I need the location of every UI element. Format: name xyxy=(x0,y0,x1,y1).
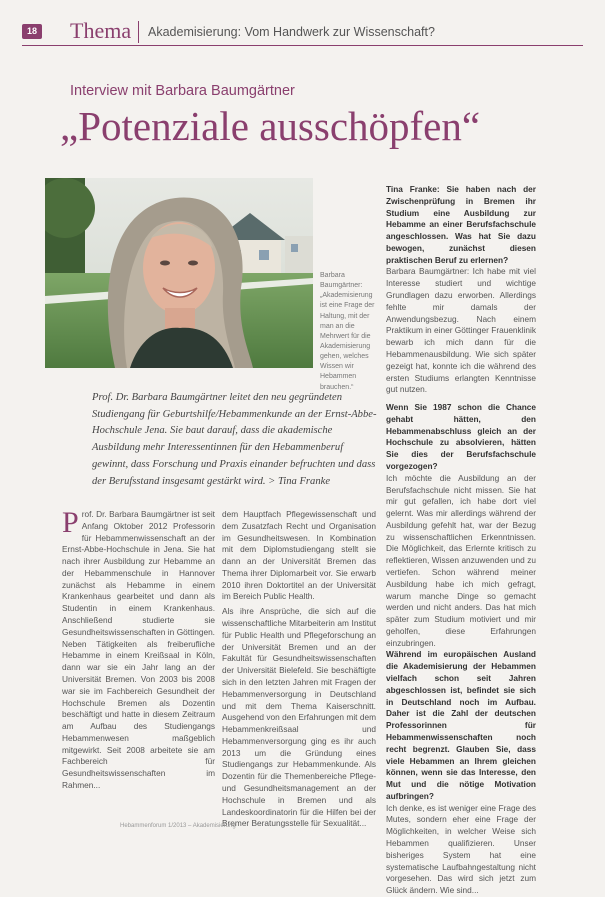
column-2 xyxy=(222,509,376,830)
column-1 xyxy=(62,506,215,792)
article-lead: Prof. Dr. Barbara Baumgärtner leitet den neu gegründeten Studiengang für Geburtshilfe/Hebammenkunde an der Ernst-Abbe-Hochschule Jena. Sie baut darauf, dass die akademische Ausbildung mehr Interessentinnen für den Hebammenberuf gewinnt, dass Forschung und Praxis einander befruchten und dass der Berufsstand insgesamt gestärkt wird. > Tina Franke xyxy=(92,392,377,487)
question-1: Tina Franke: Sie haben nach der Zwischenprüfung in Bremen ihr Studium eine Ausbildung zur Hebamme an einer Berufsfachschule angeschlossen. Was hat Sie dazu bewogen, zunächst diesen praktischen Beruf zu erlernen? xyxy=(386,184,536,265)
header-rule xyxy=(22,45,583,46)
article-title: „Potenziale ausschöpfen“ xyxy=(60,103,481,149)
column-2-text: dem Hauptfach Pflegewissenschaft und dem Zusatzfach Recht und Organisation im Gesundheitswesen. In Kombination mit dem Diplomstudiengang stellt sie dann an der Universität Bremen das Thema ihrer Diplomarbeit vor. Sie erwarb 2010 ihren Doktortitel an der Universität im Bereich Public Health. xyxy=(222,509,376,602)
photo-caption: Barbara Baumgärtner: „Akademisierung ist eine Frage der Haltung, mit der man an die Mehrwert für die Akademisierung gehen, welches Wissen wir Hebammen brauchen.“ xyxy=(320,272,375,391)
answer-1: Barbara Baumgärtner: Ich habe mit viel Interesse studiert und wichtige Grundlagen dazu erworben. Allerdings fehlte mir damals der Anwendungsbezug. Nach einem Praktikum in einer Göttinger Frauenklinik bewarb ich mich dann für die Hebammenausbildung. Wie sich später gezeigt hat, konnte ich die während des ersten Studiums erlangten Kenntnisse gut nutzen. xyxy=(386,266,536,395)
column-1-text: rof. Dr. Barbara Baumgärtner ist seit Anfang Oktober 2012 Professorin für Hebammenwissenschaft an der Ernst-Abbe-Hochschule in Jena. Sie hat nach ihrer Ausbildung zur Hebamme an der Hebammenschule in Hannover zunächst als Hebamme in einem Krankenhaus gearbeitet und dann als Studentin in einem Krankenhaus. Anschließend studierte sie Gesundheitswissenschaften in Göttingen. Neben Tätigkeiten als freiberufliche Hebamme in einem Kreißsaal in Köln, dann war sie ein Jahr lang an der Universität Bremen. Von 2003 bis 2008 war sie im Fachbereich Gesundheit der Hochschule Bremen als Dozentin beschäftigt und hatte in diesem Zeitraum am Aufbau des Studiengangs Hebammenwesen maßgeblich mitgewirkt. Seit 2008 arbeitete sie am Fachbereich für Gesundheitswissenschaften im Rahmen... xyxy=(62,509,215,790)
column-2-text-2: Als ihre Ansprüche, die sich auf die wissenschaftliche Mitarbeiterin am Institut für Public Health und Pflegeforschung an der Universität Bremen und an der Fakultät für Gesundheitswissenschaften der Universität Bielefeld. Sie beschäftigte sich in den letzten Jahren mit Fragen der Hebammenversorgung in Deutschland und mit dem Thema Kaiserschnitt. Ausgehend von den Erfahrungen mit dem Hebammenkreißsaal und Hebammenversorgung ging es ihr auch 2013 um die Gründung eines Studiengangs zur Hebammenkunde. Als Dozentin für die Themenbereiche Pflege- und Gesundheitsmanagement an der Hochschule in Bremen und als Landeskoordinatorin für die Hilfen bei der Bremer Beratungsstelle für Sexualität... xyxy=(222,606,376,829)
rubric-divider xyxy=(138,21,139,43)
column-3 xyxy=(386,184,536,897)
article-kicker: Interview mit Barbara Baumgärtner xyxy=(70,83,295,99)
section-rubric: Thema xyxy=(70,18,132,43)
answer-2: Ich möchte die Ausbildung an der Berufsfachschule nicht missen. Sie hat mir gut gefallen, ich habe dort viel gelernt. Was mir allerdings während der Ausbildung gefehlt hat, war der Bezug zu wissenschaftlichen Erkenntnissen. Die Möglichkeit, das Erlernte kritisch zu reflektieren, Wissen anzuwenden und zu vertiefen. Schon während meiner Ausbildung habe ich mich gefragt, warum manche Dinge so gemacht werden und nicht anders. Das hat mich später zum Studium motiviert und mir geholfen, diese Erfahrungen einzubringen. xyxy=(386,472,536,648)
question-2: Wenn Sie 1987 schon die Chance gehabt hätten, den Hebammenabschluss gleich an der Hochschule zu absolvieren, hätten Sie dies der Berufsfachschule vorgezogen? xyxy=(386,402,536,471)
page-footer: Hebammenforum 1/2013 – Akademisierung xyxy=(120,823,236,829)
answer-3: Ich denke, es ist weniger eine Frage des Mutes, sondern eher eine Frage der Möglichkeiten, in welcher Weise sich Hebammen qualifizieren. Unser bisheriges System hat eine systematische Laufbahngestaltung nicht vorgesehen. Das wird sich jetzt zum Glück ändern. Wie sind... xyxy=(386,802,536,896)
question-3: Während im europäischen Ausland die Akademisierung der Hebammen vielfach schon seit Jahren abgeschlossen ist, befindet sie sich in Deutschland noch im Aufbau. Daher ist die Zahl der deutschen Professorinnen für Hebammenwissenschaften noch recht begrenzt. Glauben Sie, dass viele Hebammen an Ihrem gleichen können, wenn sie das Interesse, den Mut und die nötige Motivation aufbringen? xyxy=(386,649,536,801)
portrait-photo xyxy=(45,178,313,368)
portrait-illustration xyxy=(45,178,313,368)
page-number: 18 xyxy=(22,24,42,39)
section-subtitle: Akademisierung: Vom Handwerk zur Wissenschaft? xyxy=(148,25,435,39)
drop-cap: P xyxy=(62,506,79,539)
